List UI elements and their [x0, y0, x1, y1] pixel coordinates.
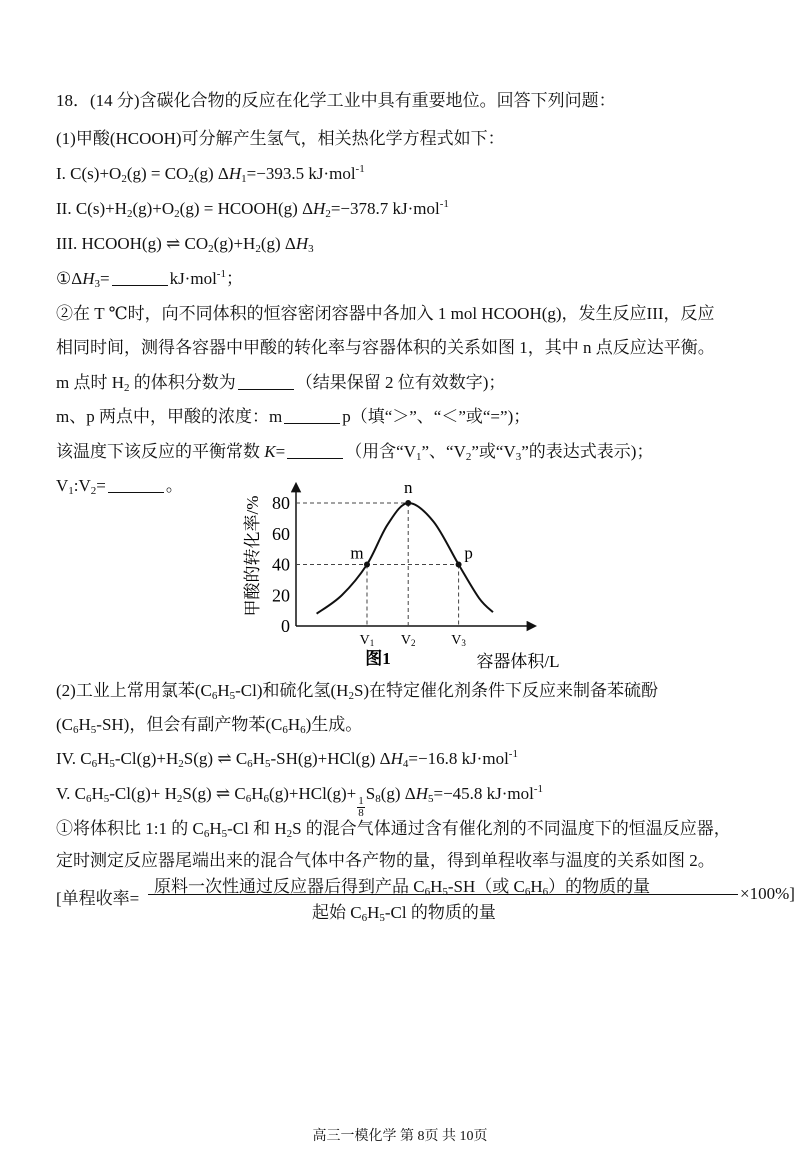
text-run: ②在 T ℃时，向不同体积的恒容密闭容器中各加入 1 mol HCOOH(g)，发生反应III，反应	[56, 304, 715, 323]
text-run: =	[99, 269, 110, 288]
text-run: (g) Δ	[380, 784, 416, 803]
subscript: 5	[103, 793, 110, 805]
y-tick-label: 40	[272, 554, 290, 575]
fraction-part: 8	[358, 807, 364, 819]
superscript: -1	[533, 783, 544, 795]
subscript: 2	[90, 485, 97, 497]
text-run: H	[91, 784, 104, 803]
text-run: =−378.7 kJ·mol	[330, 199, 440, 218]
text-line	[56, 372, 505, 394]
y-tick-label: 20	[272, 585, 290, 606]
subscript: 8	[375, 793, 381, 805]
text-line	[56, 441, 653, 463]
text-run: H	[209, 819, 222, 838]
text-run: V. C	[56, 784, 86, 803]
point-label-n: n	[403, 478, 413, 497]
subscript: 5	[264, 758, 271, 770]
answer-blank[interactable]	[238, 373, 294, 390]
text-run: -Cl 的物质的量	[384, 903, 496, 922]
text-run: =−45.8 kJ·mol	[433, 784, 534, 803]
text-run: (1)甲酸(HCOOH)可分解产生氢气，相关热化学方程式如下：	[56, 129, 505, 148]
text-run: m、p 两点中，甲酸的浓度：m	[56, 407, 283, 426]
subscript: 6	[247, 758, 253, 770]
text-run: ”或“V	[471, 442, 516, 461]
text-run: (g)+H	[213, 234, 256, 253]
subscript: 2	[178, 758, 184, 770]
subscript: 2	[255, 243, 261, 255]
text-run: S	[365, 784, 376, 803]
text-run: H	[252, 749, 265, 768]
text-run: S(g) ⇌ C	[183, 749, 248, 768]
superscript: -1	[216, 268, 226, 280]
text-line	[56, 128, 505, 150]
text-run: (g) = HCOOH(g) Δ	[179, 199, 314, 218]
x-axis-label: 容器体积/L	[476, 652, 560, 671]
text-run: 18．(14 分)含碳化合物的反应在化学工业中具有重要地位。回答下列问题：	[56, 91, 616, 110]
page-footer: 高三一模化学 第 8页 共 10页	[312, 1129, 488, 1144]
italic-symbol: H	[390, 749, 403, 768]
subscript: 2	[174, 208, 180, 220]
text-run: 定时测定反应器尾端出来的混合气体中各产物的量，得到单程收率与温度的关系如图 2。	[56, 851, 715, 870]
formula-prefix: [单程收率=	[56, 889, 140, 908]
subscript: 6	[203, 828, 210, 840]
data-point-m	[364, 562, 370, 568]
text-line	[56, 337, 715, 359]
text-run: 原料一次性通过反应器后得到产品 C	[154, 877, 425, 896]
fraction	[357, 796, 365, 819]
text-run: -Cl(g)+H	[114, 749, 179, 768]
text-run: -Cl)和硫化氢(H	[235, 681, 349, 700]
text-run: m 点时 H	[56, 373, 124, 392]
subscript: 2	[188, 173, 194, 185]
text-run: (C	[56, 715, 73, 734]
conversion-curve	[317, 503, 493, 614]
subscript: 2	[286, 828, 293, 840]
data-point-p	[456, 562, 462, 568]
subscript: 6	[211, 690, 218, 702]
point-label-m: m	[350, 543, 364, 563]
italic-symbol: K	[264, 442, 276, 461]
text-run: S 的混合气体通过含有催化剂的不同温度下的恒温反应器，	[292, 819, 731, 838]
text-run: ）的物质的量	[548, 877, 651, 896]
text-run: )生成。	[305, 715, 363, 734]
subscript: 1	[241, 173, 247, 185]
answer-blank[interactable]	[108, 476, 164, 493]
subscript: 6	[91, 758, 98, 770]
text-line	[56, 406, 530, 428]
text-run: H	[97, 749, 110, 768]
text-run: （用含“V	[345, 442, 417, 461]
subscript: 2	[325, 208, 331, 220]
text-run: III. HCOOH(g) ⇌ CO	[56, 234, 209, 253]
text-run: H	[78, 715, 91, 734]
text-run: (g) Δ	[260, 234, 296, 253]
text-run: （结果保留 2 位有效数字)；	[295, 373, 506, 392]
text-run: :V	[73, 476, 91, 495]
subscript: 6	[361, 912, 368, 924]
subscript: 3	[94, 278, 100, 290]
text-line	[56, 268, 243, 290]
text-run: -Cl(g)+ H	[109, 784, 177, 803]
text-run: H	[251, 784, 264, 803]
subscript: 5	[109, 758, 115, 770]
text-run: II. C(s)+H	[56, 199, 127, 218]
text-line	[56, 714, 362, 736]
text-line	[56, 850, 715, 872]
text-run: H	[530, 877, 543, 896]
italic-symbol: H	[313, 199, 326, 218]
text-run: 的体积分数为	[129, 373, 236, 392]
subscript: 6	[282, 724, 288, 736]
italic-symbol: H	[415, 784, 428, 803]
italic-symbol: H	[228, 164, 242, 183]
subscript: 2	[465, 451, 472, 463]
text-run: S)在特定催化剂条件下反应来制备苯硫酚	[353, 681, 659, 700]
y-tick-label: 80	[272, 493, 290, 513]
text-line	[56, 233, 314, 255]
superscript: -1	[439, 198, 449, 210]
text-run: -SH)，但会有副产物苯(C	[96, 715, 283, 734]
text-run: H	[287, 715, 301, 734]
fraction-bar	[148, 894, 738, 895]
text-run: -SH（或 C	[447, 877, 525, 896]
subscript: 5	[379, 912, 385, 924]
text-line	[56, 748, 518, 770]
point-label-p: p	[464, 543, 473, 563]
text-run: kJ·mol	[169, 269, 217, 288]
subscript: 3	[515, 451, 522, 463]
text-line	[56, 783, 543, 819]
subscript: 5	[229, 690, 236, 702]
fraction-part: 1	[358, 795, 364, 807]
formula-denominator	[312, 898, 496, 923]
text-run: ①Δ	[56, 269, 83, 288]
superscript: -1	[355, 163, 365, 175]
formula-suffix: ×100%]	[740, 884, 795, 903]
subscript: 2	[124, 382, 130, 394]
text-run: ”、“V	[421, 442, 466, 461]
text-run: =	[96, 476, 106, 495]
subscript: 5	[442, 886, 448, 898]
italic-symbol: H	[295, 234, 309, 253]
subscript: 2	[176, 793, 183, 805]
y-axis-label: 甲酸的转化率/%	[243, 495, 262, 617]
text-line	[56, 163, 365, 185]
x-tick-label: V1	[359, 633, 375, 648]
x-tick-label: V3	[451, 633, 466, 648]
text-run: H	[217, 681, 230, 700]
subscript: 5	[427, 793, 434, 805]
text-run: =−393.5 kJ·mol	[246, 164, 356, 183]
subscript: 1	[416, 451, 422, 463]
subscript: 6	[73, 724, 79, 736]
subscript: 2	[121, 173, 127, 185]
y-tick-label: 60	[272, 523, 290, 544]
text-run: (2)工业上常用氯苯(C	[56, 681, 212, 700]
text-run: -Cl 和 H	[227, 819, 287, 838]
subscript: 6	[424, 886, 431, 898]
text-run: ①将体积比 1:1 的 C	[56, 819, 204, 838]
subscript: 2	[126, 208, 133, 220]
text-run: S(g) ⇌ C	[182, 784, 246, 803]
text-run: =	[275, 442, 286, 461]
answer-blank[interactable]	[112, 269, 168, 286]
subscript: 5	[90, 724, 97, 736]
text-run: ；	[225, 269, 243, 288]
y-tick-label: 0	[281, 616, 290, 636]
subscript: 6	[300, 724, 306, 736]
italic-symbol: H	[82, 269, 95, 288]
text-run: =−16.8 kJ·mol	[408, 749, 509, 768]
text-run: H	[367, 903, 380, 922]
text-run: p（填“＞”、“＜”或“=”)；	[342, 407, 531, 426]
text-line	[56, 818, 731, 840]
x-tick-label: V2	[400, 633, 416, 648]
text-line	[56, 198, 449, 220]
text-run: 该温度下该反应的平衡常数	[56, 442, 265, 461]
answer-blank[interactable]	[284, 407, 340, 424]
text-line	[56, 90, 616, 112]
subscript: 5	[221, 828, 228, 840]
text-run: ”的表达式表示)；	[521, 442, 654, 461]
subscript: 4	[402, 758, 409, 770]
subscript: 2	[348, 690, 354, 702]
text-run: H	[430, 877, 443, 896]
text-run: I. C(s)+O	[56, 164, 122, 183]
answer-blank[interactable]	[287, 442, 343, 459]
text-run: IV. C	[56, 749, 92, 768]
subscript: 3	[308, 243, 314, 255]
text-run: (g) = CO	[126, 164, 189, 183]
subscript: 6	[245, 793, 252, 805]
text-run: (g)+HCl(g)+	[269, 784, 357, 803]
text-run: 起始 C	[312, 903, 362, 922]
subscript: 2	[208, 243, 214, 255]
subscript: 1	[68, 485, 74, 497]
data-point-n	[405, 500, 411, 506]
text-run: (g) Δ	[193, 164, 229, 183]
text-run: V	[56, 476, 69, 495]
subscript: 6	[263, 793, 270, 805]
superscript: -1	[508, 748, 518, 760]
text-run: 相同时间，测得各容器中甲酸的转化率与容器体积的关系如图 1，其中 n 点反应达平衡。	[56, 338, 715, 357]
text-run: (g)+O	[132, 199, 175, 218]
chart-title: 图1	[365, 649, 391, 668]
text-line	[56, 475, 183, 497]
text-run: -SH(g)+HCl(g) Δ	[270, 749, 391, 768]
text-line	[56, 680, 658, 702]
text-line	[56, 303, 715, 325]
subscript: 6	[542, 886, 549, 898]
subscript: 6	[85, 793, 92, 805]
subscript: 6	[524, 886, 531, 898]
text-run: 。	[165, 476, 183, 495]
